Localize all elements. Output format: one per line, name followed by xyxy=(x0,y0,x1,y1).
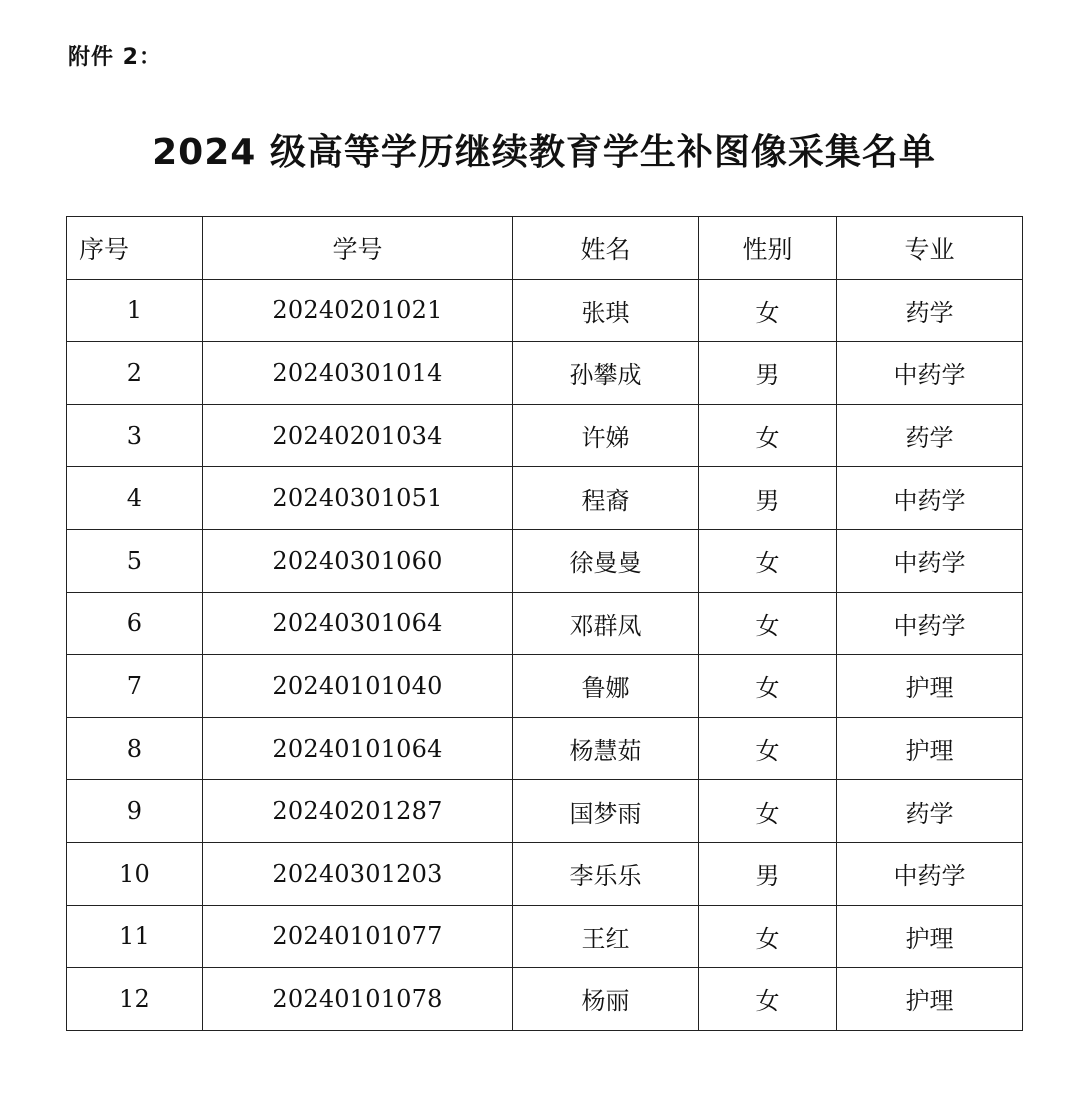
cell-name: 李乐乐 xyxy=(513,842,699,905)
cell-major: 药学 xyxy=(837,279,1023,342)
cell-name: 王红 xyxy=(513,905,699,968)
cell-gender: 女 xyxy=(699,968,837,1031)
cell-major: 护理 xyxy=(837,905,1023,968)
cell-major: 中药学 xyxy=(837,592,1023,655)
cell-gender: 男 xyxy=(699,842,837,905)
table-row xyxy=(67,842,1023,905)
cell-student-id: 20240301014 xyxy=(203,342,513,405)
cell-gender: 女 xyxy=(699,655,837,718)
cell-student-id: 20240101078 xyxy=(203,968,513,1031)
cell-student-id: 20240101064 xyxy=(203,717,513,780)
cell-seq: 7 xyxy=(67,655,203,718)
cell-gender: 女 xyxy=(699,717,837,780)
cell-student-id: 20240201287 xyxy=(203,780,513,843)
cell-name: 徐曼曼 xyxy=(513,529,699,592)
cell-name: 许娣 xyxy=(513,404,699,467)
cell-name: 杨慧茹 xyxy=(513,717,699,780)
cell-gender: 男 xyxy=(699,342,837,405)
table-row xyxy=(67,780,1023,843)
cell-gender: 女 xyxy=(699,279,837,342)
cell-student-id: 20240101040 xyxy=(203,655,513,718)
header-gender: 性别 xyxy=(699,217,837,280)
cell-name: 国梦雨 xyxy=(513,780,699,843)
header-student-id: 学号 xyxy=(203,217,513,280)
cell-student-id: 20240301064 xyxy=(203,592,513,655)
cell-student-id: 20240201034 xyxy=(203,404,513,467)
cell-student-id: 20240301203 xyxy=(203,842,513,905)
cell-major: 药学 xyxy=(837,404,1023,467)
cell-seq: 3 xyxy=(67,404,203,467)
cell-seq: 12 xyxy=(67,968,203,1031)
table-row xyxy=(67,592,1023,655)
table-header-row xyxy=(67,217,1023,280)
cell-major: 中药学 xyxy=(837,842,1023,905)
cell-student-id: 20240201021 xyxy=(203,279,513,342)
cell-student-id: 20240101077 xyxy=(203,905,513,968)
cell-gender: 女 xyxy=(699,905,837,968)
cell-name: 杨丽 xyxy=(513,968,699,1031)
table-row xyxy=(67,717,1023,780)
cell-student-id: 20240301060 xyxy=(203,529,513,592)
table-row xyxy=(67,905,1023,968)
table-row xyxy=(67,655,1023,718)
cell-major: 护理 xyxy=(837,717,1023,780)
cell-major: 护理 xyxy=(837,655,1023,718)
table-row xyxy=(67,342,1023,405)
cell-name: 孙攀成 xyxy=(513,342,699,405)
cell-seq: 2 xyxy=(67,342,203,405)
cell-major: 药学 xyxy=(837,780,1023,843)
cell-seq: 6 xyxy=(67,592,203,655)
cell-gender: 男 xyxy=(699,467,837,530)
cell-seq: 9 xyxy=(67,780,203,843)
cell-seq: 10 xyxy=(67,842,203,905)
cell-name: 鲁娜 xyxy=(513,655,699,718)
table-row xyxy=(67,279,1023,342)
cell-seq: 5 xyxy=(67,529,203,592)
student-roster-table xyxy=(66,216,1023,1031)
table-row xyxy=(67,404,1023,467)
document-title: 2024 级高等学历继续教育学生补图像采集名单 xyxy=(152,132,936,173)
cell-name: 张琪 xyxy=(513,279,699,342)
table-row xyxy=(67,968,1023,1031)
cell-student-id: 20240301051 xyxy=(203,467,513,530)
header-seq: 序号 xyxy=(67,217,203,280)
cell-major: 护理 xyxy=(837,968,1023,1031)
cell-seq: 1 xyxy=(67,279,203,342)
cell-major: 中药学 xyxy=(837,467,1023,530)
attachment-label: 附件 2： xyxy=(68,45,162,70)
cell-seq: 4 xyxy=(67,467,203,530)
header-name: 姓名 xyxy=(513,217,699,280)
header-major: 专业 xyxy=(837,217,1023,280)
table-row xyxy=(67,467,1023,530)
cell-major: 中药学 xyxy=(837,529,1023,592)
cell-gender: 女 xyxy=(699,529,837,592)
cell-gender: 女 xyxy=(699,780,837,843)
cell-seq: 8 xyxy=(67,717,203,780)
cell-name: 程裔 xyxy=(513,467,699,530)
cell-gender: 女 xyxy=(699,404,837,467)
cell-seq: 11 xyxy=(67,905,203,968)
cell-gender: 女 xyxy=(699,592,837,655)
cell-name: 邓群凤 xyxy=(513,592,699,655)
table-row xyxy=(67,529,1023,592)
cell-major: 中药学 xyxy=(837,342,1023,405)
